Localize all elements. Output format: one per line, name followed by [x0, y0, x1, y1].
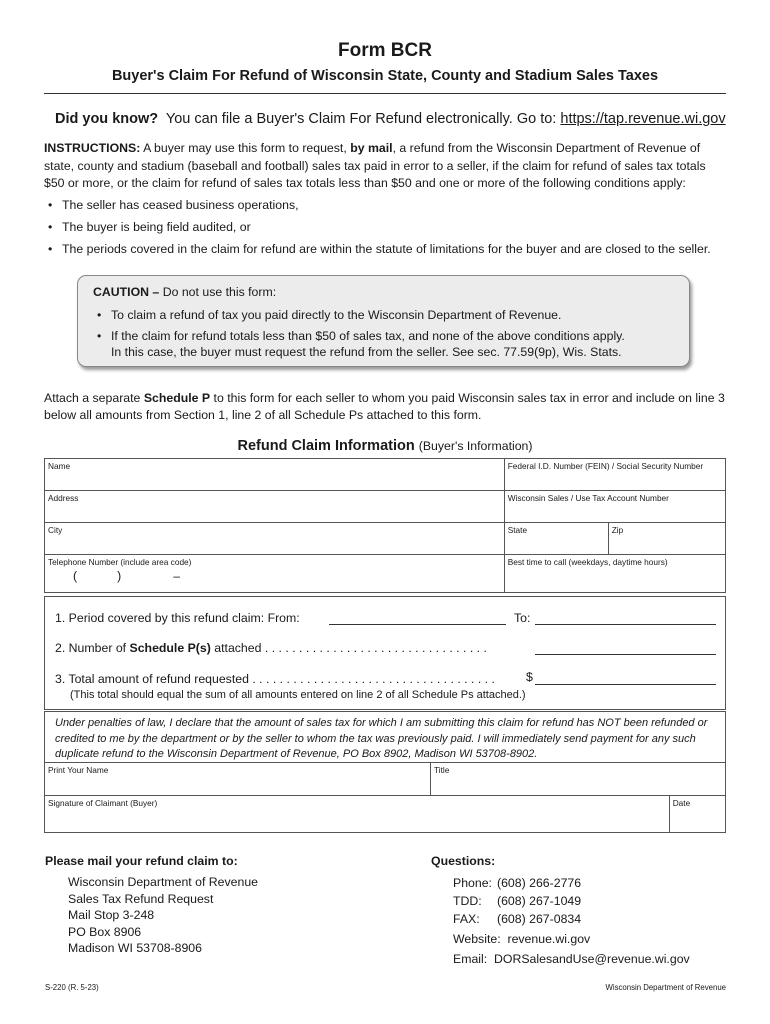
title-field[interactable] — [431, 763, 726, 796]
refund-info-subtitle: (Buyer's Information) — [418, 439, 533, 453]
zip-label: Zip — [611, 525, 624, 535]
address-line: Sales Tax Refund Request — [68, 891, 214, 906]
form-subtitle: Buyer's Claim For Refund of Wisconsin State, County and Stadium Sales Taxes — [111, 68, 659, 84]
phone-contact-label: Phone: — [453, 876, 492, 890]
fax-contact — [453, 910, 690, 928]
line-1-label: 1. Period covered by this refund claim: From: — [55, 611, 300, 625]
caution-bullet-text: To claim a refund of tax you paid directly to the Wisconsin Department of Revenue. — [111, 308, 562, 322]
website-label: Website: — [453, 932, 501, 946]
caution-title — [93, 285, 276, 299]
fax-number: (608) 267-0834 — [497, 912, 582, 926]
line-2-text-2: attached . . . . . . . . . . . . . . . . . . . . . . . . . . . . . . . . . — [214, 641, 487, 655]
state-label: State — [507, 525, 528, 535]
caution-box — [77, 275, 690, 367]
caution-bullet-text: If the claim for refund totals less than $50 of sales tax, and none of the above conditions apply. — [111, 329, 625, 343]
account-field[interactable] — [504, 491, 725, 523]
print-name-label: Print Your Name — [48, 765, 109, 775]
line-3-note: (This total should equal the sum of all amounts entered on line 2 of all Schedule Ps attached.) — [70, 689, 526, 701]
footer-agency: Wisconsin Department of Revenue — [605, 983, 726, 992]
name-label: Name — [48, 461, 71, 471]
did-you-know-lead: Did you know? — [55, 111, 159, 127]
schedule-count-input[interactable] — [535, 654, 716, 655]
phone-field[interactable] — [45, 555, 505, 593]
date-field[interactable] — [669, 796, 725, 833]
did-you-know — [55, 111, 726, 127]
phone-paren-open: ( — [73, 569, 78, 583]
address-field[interactable] — [45, 491, 505, 523]
city-label: City — [48, 525, 63, 535]
attach-text-1: Attach a separate — [44, 391, 141, 405]
address-line: Mail Stop 3-248 — [68, 908, 155, 922]
refund-amount-input[interactable] — [535, 684, 716, 685]
line-1-to-label: To: — [514, 611, 531, 625]
caution-bullet: • If the claim for refund totals less than $50 of sales tax, and none of the above conditions apply. In this case, the buyer must request the refund from the seller. See sec. 77.59(9p), Wis. Stats. — [97, 329, 625, 359]
attach-instructions — [44, 390, 734, 424]
zip-field[interactable] — [608, 523, 725, 555]
line-3-dollar: $ — [526, 670, 533, 684]
fein-label: Federal I.D. Number (FEIN) / Social Security Number — [507, 461, 704, 471]
email-contact — [453, 950, 690, 968]
signature-table — [44, 762, 726, 833]
caution-text: Do not use this form: — [162, 285, 277, 299]
questions-heading: Questions: — [431, 854, 496, 868]
city-field[interactable] — [45, 523, 505, 555]
signature-label: Signature of Claimant (Buyer) — [48, 798, 158, 808]
instructions — [44, 140, 728, 193]
tdd-label: TDD: — [453, 894, 482, 908]
form-number: S-220 (R. 5-23) — [45, 983, 99, 992]
instructions-text-2: , a refund from the Wisconsin Department of Revenue of state, county and stadium (baseball and football) sales tax paid in error to a seller, if the claim for refund of sales tax totals $50 or more, or the claim for refund of sales tax totals less than $50 and one or more of the following conditions apply: — [44, 141, 706, 190]
caution-label: CAUTION – — [93, 285, 160, 299]
caution-bullet-text: In this case, the buyer must request the refund from the seller. See sec. 77.59(9p), Wis. Stats. — [111, 345, 622, 359]
buyer-info-table — [44, 458, 726, 593]
fax-label: FAX: — [453, 912, 480, 926]
header-divider — [44, 93, 726, 94]
instructions-text-1: A buyer may use this form to request, — [143, 141, 347, 155]
phone-label: Telephone Number (include area code) — [48, 557, 192, 567]
bullet-text: The buyer is being field audited, or — [62, 220, 251, 234]
mail-address — [68, 874, 258, 957]
line-2-text-1: 2. Number of — [55, 641, 127, 655]
instructions-by-mail: by mail — [350, 141, 393, 155]
form-title: Form BCR — [338, 40, 432, 61]
did-you-know-text: You can file a Buyer's Claim For Refund electronically. Go to: — [165, 111, 557, 127]
caution-bullet: • To claim a refund of tax you paid directly to the Wisconsin Department of Revenue. — [97, 308, 562, 322]
instruction-bullet: • The seller has ceased business operations, — [48, 198, 299, 212]
line-2-label — [55, 641, 487, 655]
signature-field[interactable] — [45, 796, 670, 833]
instruction-bullet: • The buyer is being field audited, or — [48, 220, 251, 234]
phone-number: (608) 266-2776 — [497, 876, 582, 890]
address-line: PO Box 8906 — [68, 924, 142, 939]
attach-text-2: to this form for each seller to whom you paid Wisconsin sales tax in error and include on line 3 below all amounts from Section 1, line 2 of all Schedule Ps attached to this form. — [44, 391, 725, 422]
address-line: Madison WI 53708-8906 — [68, 941, 202, 955]
fein-field[interactable] — [504, 459, 725, 491]
website-contact — [453, 930, 690, 948]
penalty-statement: Under penalties of law, I declare that the amount of sales tax for which I am submitting this claim for refund has NOT been refunded or credited to me by the department or by the seller to whom the tax was previously paid. I will immediately send payment for any such duplicate refund to the Wisconsin Department of Revenue, PO Box 8902, Madison WI 53708-8902. — [44, 711, 726, 762]
state-field[interactable] — [504, 523, 608, 555]
phone-template — [73, 569, 501, 583]
phone-dash: – — [173, 569, 181, 583]
tap-link[interactable]: https://tap.revenue.wi.gov — [560, 111, 726, 127]
questions-contacts — [453, 874, 690, 968]
email-label: Email: — [453, 952, 488, 966]
refund-info-title: Refund Claim Information — [237, 438, 415, 454]
tdd-number: (608) 267-1049 — [497, 894, 582, 908]
date-label: Date — [672, 798, 691, 808]
print-name-field[interactable] — [45, 763, 431, 796]
tdd-contact — [453, 892, 690, 910]
website-link[interactable]: revenue.wi.gov — [507, 932, 591, 946]
instructions-label: INSTRUCTIONS: — [44, 141, 141, 155]
best-time-field[interactable] — [504, 555, 725, 593]
instruction-bullet: • The periods covered in the claim for refund are within the statute of limitations for the buyer and are closed to the seller. — [48, 242, 711, 256]
email-link[interactable]: DORSalesandUse@revenue.wi.gov — [494, 952, 690, 966]
line-3-label: 3. Total amount of refund requested . . . . . . . . . . . . . . . . . . . . . . . . . . . . . . . . . . . . — [55, 672, 495, 686]
best-time-label: Best time to call (weekdays, daytime hours) — [507, 557, 668, 567]
bullet-text: The periods covered in the claim for refund are within the statute of limitations for the buyer and are closed to the seller. — [62, 242, 711, 256]
title-label: Title — [434, 765, 450, 775]
address-label: Address — [48, 493, 79, 503]
account-label: Wisconsin Sales / Use Tax Account Number — [507, 493, 669, 503]
claim-lines-box — [44, 596, 726, 710]
name-field[interactable] — [45, 459, 505, 491]
mail-heading: Please mail your refund claim to: — [45, 854, 238, 868]
period-from-input[interactable] — [329, 624, 506, 625]
address-line: Wisconsin Department of Revenue — [68, 875, 259, 889]
attach-schedule: Schedule P — [143, 391, 211, 405]
phone-paren-close: ) — [117, 569, 122, 583]
bullet-text: The seller has ceased business operations, — [62, 198, 299, 212]
period-to-input[interactable] — [535, 624, 716, 625]
refund-info-heading — [0, 438, 770, 454]
phone-contact — [453, 874, 690, 892]
line-2-schedule: Schedule P(s) — [129, 641, 211, 655]
